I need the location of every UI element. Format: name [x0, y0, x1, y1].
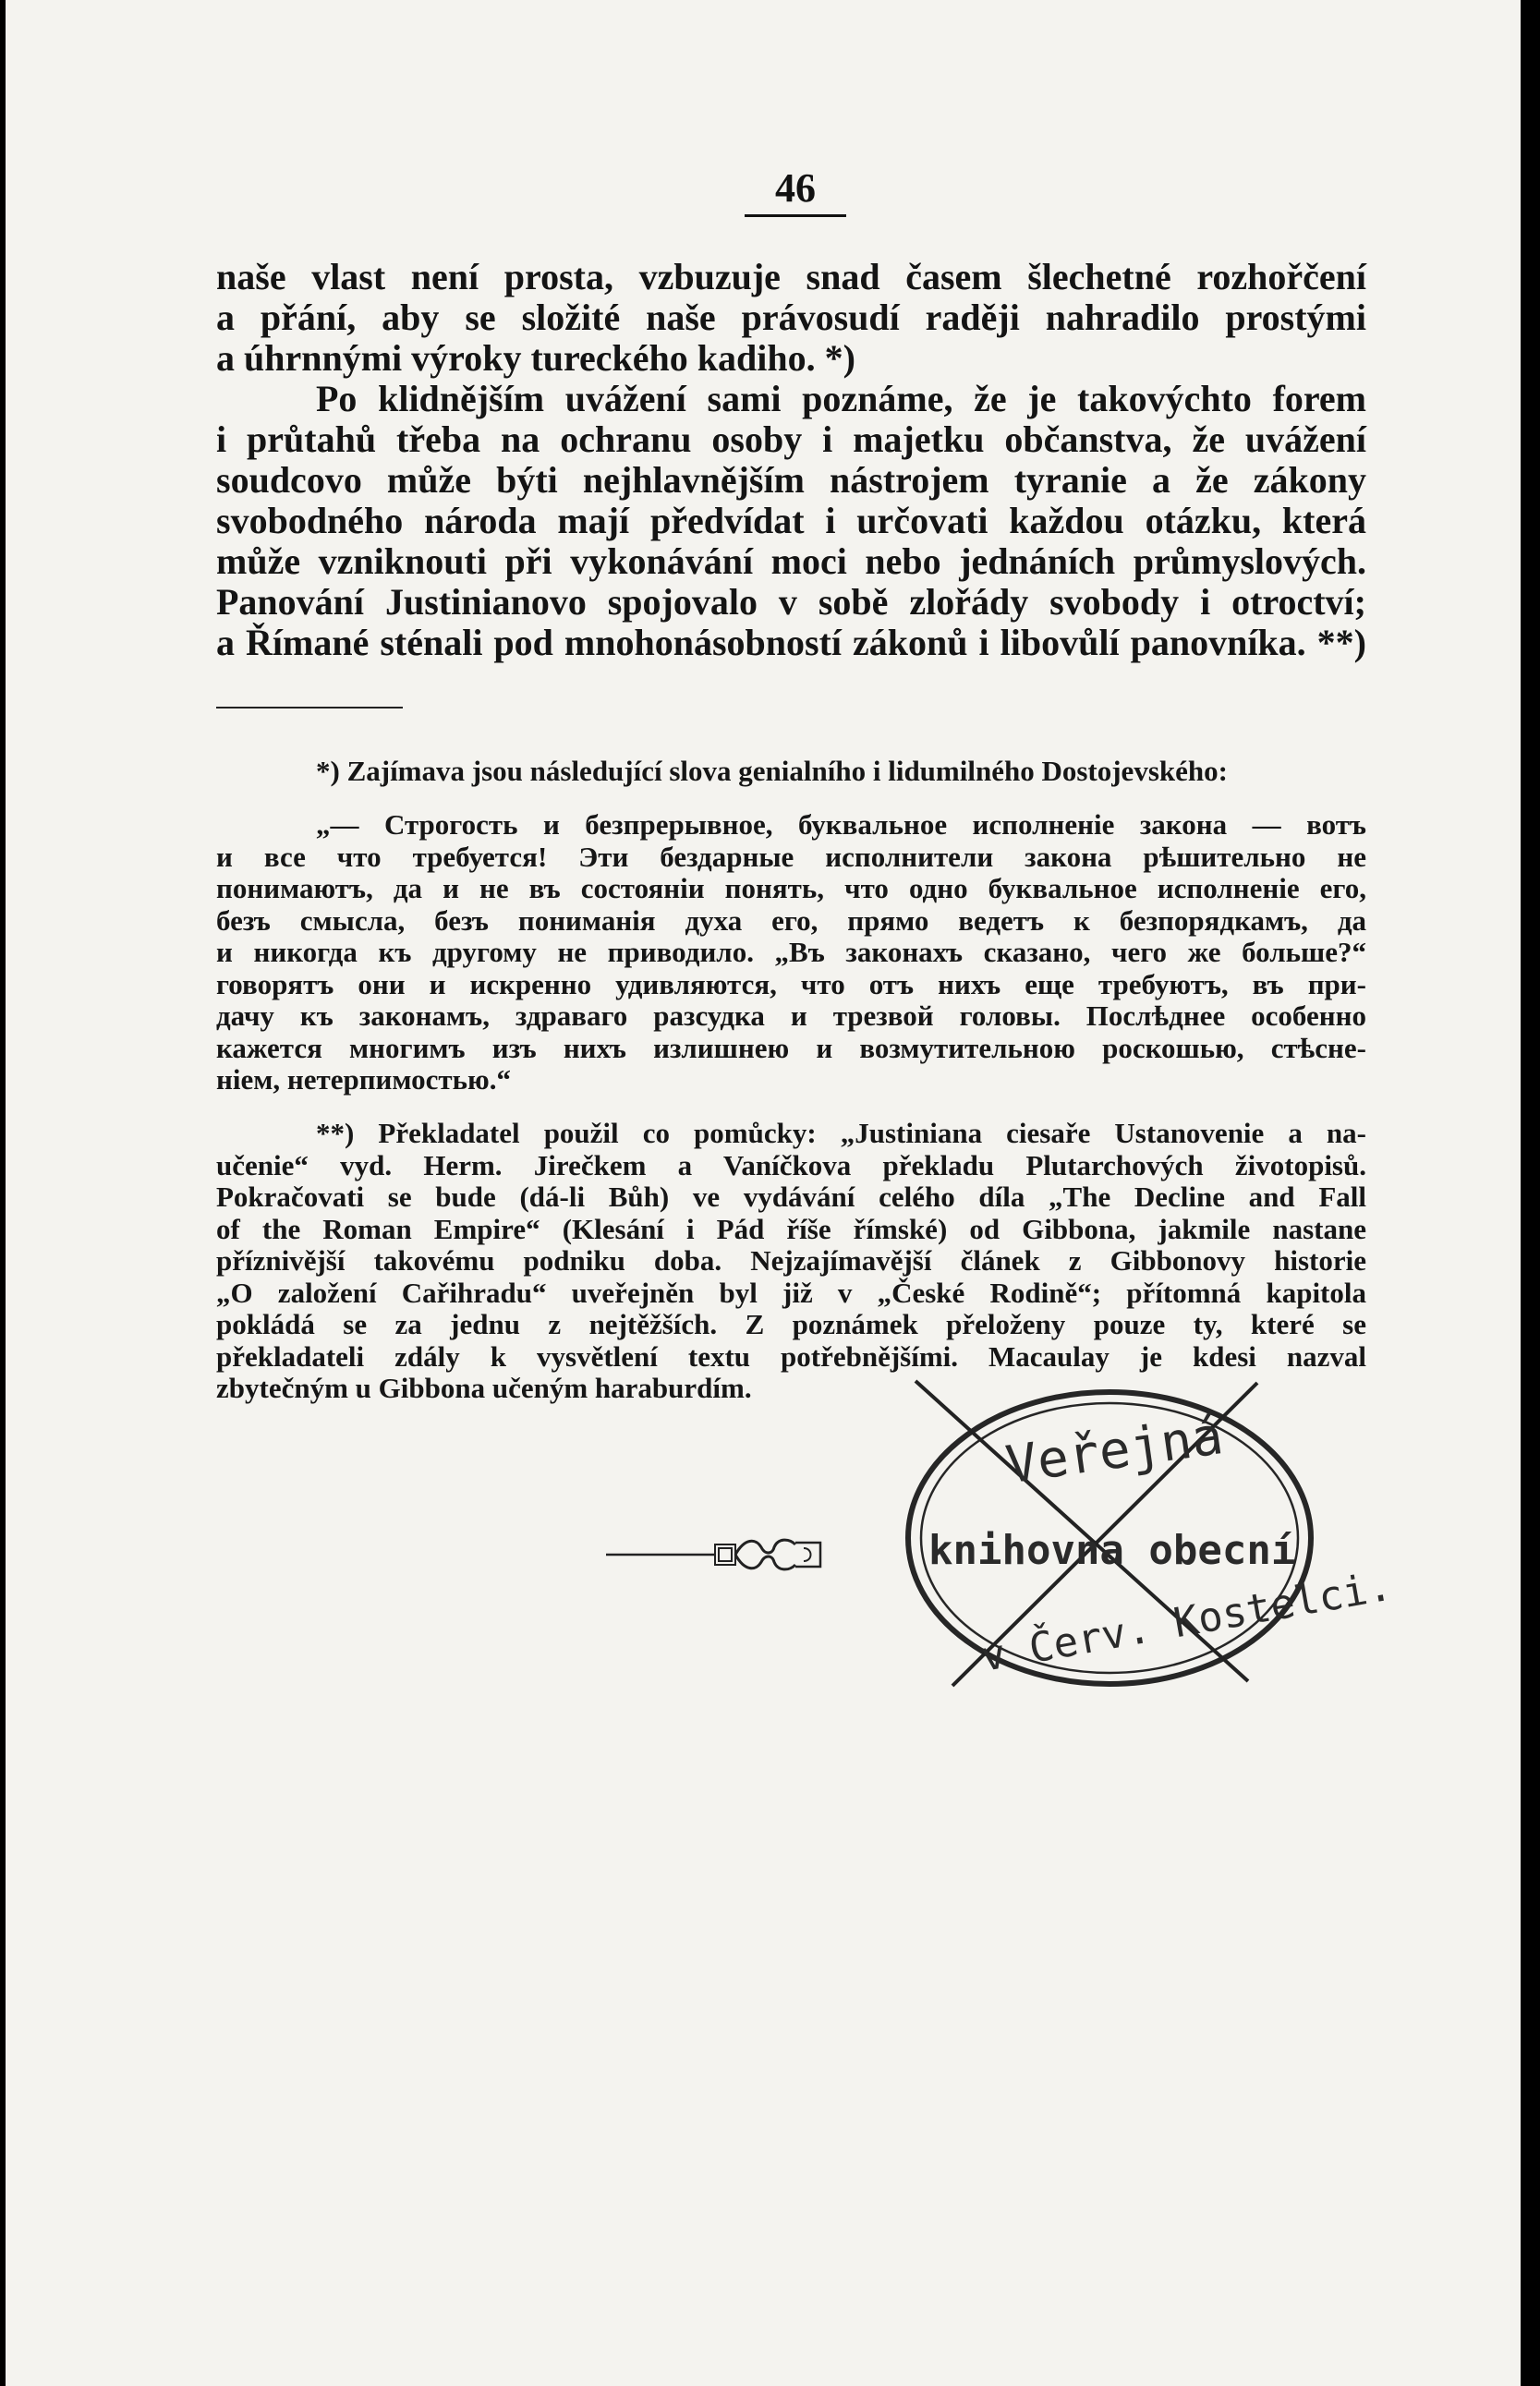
main-line: Panování Justinianovo spojovalo v sobě zlořády svobody i otroctví;	[216, 581, 1366, 623]
footnote-line: кажется многимъ изъ нихъ излишнею и возмутительною роскошью, стѣсне-	[216, 1031, 1366, 1064]
main-line: soudcovo může býti nejhlavnějším nástrojem tyranie a že zákony	[216, 459, 1366, 501]
footnote-line: „— Строгость и безпрерывное, буквальное исполненіе закона — вотъ	[316, 808, 1366, 841]
footnote-separator	[216, 707, 403, 709]
main-line: Po klidnějším uvážení sami poznáme, že je takovýchto forem	[316, 378, 1366, 419]
main-line: i průtahů třeba na ochranu osoby i majetku občanstva, že uvážení	[216, 418, 1366, 460]
stamp-bottom-text: v Červ. Kostelci.	[976, 1562, 1396, 1681]
main-line: může vzniknouti při vykonávání moci nebo jednáních průmyslových.	[216, 540, 1366, 582]
footnote-2	[216, 1118, 1366, 1405]
footnote-1-heading	[216, 756, 1366, 788]
page-number-underline	[745, 214, 846, 217]
footnote-line: **) Překladatel použil co pomůcky: „Justiniana ciesaře Ustanovenie a na-	[316, 1117, 1366, 1149]
footnote-line: и никогда къ другому не приводило. „Въ законахъ сказано, чего же больше?“	[216, 936, 1366, 968]
footnote-line: příznivější takovému podniku doba. Nejzajímavější článek z Gibbonovy historie	[216, 1244, 1366, 1277]
main-paragraphs	[216, 257, 1366, 663]
footnote-line: překladateli zdály k vysvětlení textu potřebnějšími. Macaulay je kdesi nazval	[216, 1339, 1366, 1373]
main-line: naše vlast není prosta, vzbuzuje snad časem šlechetné rozhořčení	[216, 256, 1366, 297]
main-line: a přání, aby se složité naše právosudí raději nahradilo prostými	[216, 297, 1366, 338]
footnote-line: понимаютъ, да и не въ состояніи понять, что одно буквальное исполненіе его,	[216, 872, 1366, 904]
footnote-line: pokládá se za jednu z nejtěžších. Z poznámek přeloženy pouze ty, které se	[216, 1308, 1366, 1340]
footnote-line: ніем, нетерпимостью.“	[216, 1063, 511, 1096]
footnote-line: učenie“ vyd. Herm. Jirečkem a Vaníčkova překladu Plutarchových životopisů.	[216, 1148, 1366, 1181]
stamp-middle-text: knihovna obecní	[928, 1527, 1296, 1574]
footnote-line: дачу къ законамъ, здраваго разсудка и трезвой головы. Послѣднее особенно	[216, 999, 1366, 1032]
library-stamp	[888, 1372, 1396, 1700]
footnote-line: „O založení Cařihradu“ uveřejněn byl již v „České Rodině“; přítomná kapitola	[216, 1276, 1366, 1309]
stamp-top-text: Veřejná	[1002, 1406, 1227, 1496]
book-page	[6, 0, 1521, 2386]
footnote-1-quote	[216, 809, 1366, 1096]
footnote-line: of the Roman Empire“ (Klesání i Pád říše římské) od Gibbona, jakmile nastane	[216, 1212, 1366, 1245]
footnote-line: zbytečným u Gibbona učeným haraburdím.	[216, 1372, 752, 1404]
footnote-line: безъ смысла, безъ пониманія духа его, прямо ведетъ к безпорядкамъ, да	[216, 903, 1366, 937]
main-line: a Římané sténali pod mnohonásobností zákonů i libovůlí panovníka. **)	[216, 622, 1366, 663]
footnote-line: Pokračovati se bude (dá-li Bůh) ve vydávání celého díla „The Decline and Fall	[216, 1181, 1366, 1213]
footnote-line: говорятъ они и искренно удивляются, что отъ нихъ еще требуютъ, въ при-	[216, 967, 1366, 1000]
main-line: svobodného národa mají předvídat i určovati každou otázku, která	[216, 500, 1366, 541]
main-line: a úhrnnými výroky tureckého kadiho. *)	[216, 337, 855, 379]
footnote-line: *) Zajímava jsou následující slova genialního i lidumilného Dostojevského:	[316, 755, 1228, 787]
footnote-line: и все что требуется! Эти бездарные исполнители закона рѣшительно не	[216, 840, 1366, 873]
ornament-divider-icon	[606, 1533, 865, 1576]
page-number: 46	[775, 165, 816, 211]
